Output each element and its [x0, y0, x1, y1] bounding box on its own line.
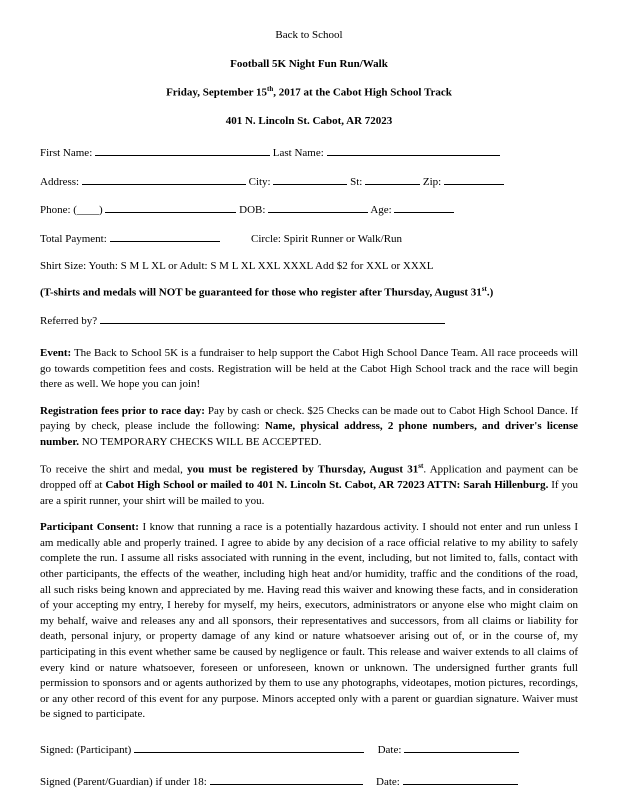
- participant-consent-heading: Participant Consent:: [40, 521, 139, 534]
- shirt-medal-text-1: To receive the shirt and medal,: [40, 463, 188, 476]
- header-line-3-pre: Friday, September 15: [166, 86, 268, 99]
- event-heading: Event:: [40, 347, 72, 360]
- form-header: [40, 28, 578, 130]
- age-label: Age:: [370, 204, 392, 217]
- phone-input[interactable]: [105, 201, 236, 213]
- guardian-signature-label: Signed (Parent/Guardian) if under 18:: [40, 775, 207, 788]
- participant-signature-input[interactable]: [134, 741, 364, 753]
- shirt-medal-dropoff-address: Cabot High School or mailed to 401 N. Lincoln St. Cabot, AR 72023 ATTN: Sarah Hillenburg.: [105, 478, 549, 491]
- shirt-medal-deadline-ordinal: st: [418, 461, 424, 470]
- first-name-label: First Name:: [40, 147, 93, 160]
- shirt-medal-text-2: . Application and payment can be dropped off at: [40, 463, 578, 491]
- shirt-medal-deadline: you must be registered by Thursday, August 31: [187, 463, 419, 476]
- total-payment-label: Total Payment:: [40, 232, 107, 245]
- payment-row: [40, 230, 578, 248]
- circle-run-type-option[interactable]: Circle: Spirit Runner or Walk/Run: [251, 232, 403, 245]
- guarantee-note-pre: (T-shirts and medals will NOT be guaranteed for those who register after Thursday, August 31: [40, 286, 482, 299]
- referred-by-label: Referred by?: [40, 315, 98, 328]
- phone-label: Phone: (____): [40, 204, 103, 217]
- referred-by-row: [40, 312, 578, 330]
- city-input[interactable]: [273, 173, 347, 185]
- participant-date-label: Date:: [377, 744, 402, 757]
- guarantee-note: [40, 285, 578, 301]
- registration-fees-text-2: NO TEMPORARY CHECKS WILL BE ACCEPTED.: [79, 436, 322, 449]
- total-payment-input[interactable]: [110, 230, 220, 242]
- participant-signature-row: [40, 741, 578, 759]
- guardian-signature-row: [40, 773, 578, 791]
- participant-date-input[interactable]: [404, 741, 519, 753]
- header-line-4: 401 N. Lincoln St. Cabot, AR 72023: [225, 115, 393, 128]
- state-label: St:: [350, 175, 363, 188]
- last-name-label: Last Name:: [272, 147, 324, 160]
- state-input[interactable]: [365, 173, 420, 185]
- registration-fees-required-info: Name, physical address, 2 phone numbers, and driver's license number.: [40, 420, 579, 449]
- header-line-3-ordinal: th: [267, 85, 274, 94]
- address-field-row: [40, 173, 578, 191]
- address-input[interactable]: [82, 173, 246, 185]
- guardian-date-label: Date:: [376, 775, 400, 788]
- dob-label: DOB:: [239, 204, 266, 217]
- dob-input[interactable]: [268, 201, 368, 213]
- first-name-input[interactable]: [95, 144, 270, 156]
- guarantee-note-ordinal: st: [481, 285, 487, 294]
- registration-fees-section: [40, 404, 578, 451]
- zip-input[interactable]: [444, 173, 504, 185]
- event-text: The Back to School 5K is a fundraiser to help support the Cabot High School Dance Team. All race proceeds will go towards competition fees and costs. Registration will be held at the Cabot High School track and the race will begin there as well. We hope you can join!: [40, 347, 578, 391]
- header-line-1: Back to School: [275, 29, 343, 41]
- participant-consent-section: [40, 520, 578, 723]
- referred-by-input[interactable]: [100, 312, 445, 324]
- header-line-2: Football 5K Night Fun Run/Walk: [230, 57, 388, 70]
- event-section: [40, 346, 578, 393]
- guardian-date-input[interactable]: [403, 773, 518, 785]
- zip-label: Zip:: [422, 175, 442, 188]
- header-line-3-post: , 2017 at the Cabot High School Track: [273, 86, 452, 99]
- header-line-3: [40, 85, 578, 101]
- participant-consent-text: I know that running a race is a potentially hazardous activity. I should not enter and run unless I am medically able and properly trained. I agree to abide by any decision of a race official relative to my ability to safely complete the run. I assume all risks associated with running in the event, including, but not limited to, falls, contact with other participants, the effects of the weather, including high heat and/or humidity, traffic and the conditions of the road, all such risks being known and appreciated by me. Having read this waiver and knowing these facts, and in consideration of your accepting my entry, I hereby for myself, my heirs, executors, administrators or anyone else who might claim on my behalf, waive and releases any and all sponsors, their representatives and successors, from all claims or liability for death, personal injury, or property damage of any kind or nature whatsoever arising out of, or in the course of, my participating in this event whether same be caused by negligence or fault. This release and waiver extends to all claims of every kind or nature whatsoever, foreseen or unforeseen, known or unknown. The undersigned further grants full permission to sponsors and or agents authorized by them to use any photographs, videotapes, motion pictures, recordings, or any other record of this event for any purpose. Minors accepted only with a parent or guardian signature. Waiver must be signed to participate.: [40, 521, 578, 721]
- registration-fees-heading: Registration fees prior to race day:: [40, 404, 205, 417]
- shirt-medal-text-3: If you are a spirit runner, your shirt will be mailed to you.: [40, 478, 578, 507]
- registration-fees-text-1: Pay by cash or check. $25 Checks can be made out to Cabot High School Dance. If paying by check, please include the following:: [40, 404, 578, 433]
- city-label: City:: [248, 175, 271, 188]
- address-label: Address:: [40, 175, 80, 188]
- name-field-row: [40, 144, 578, 162]
- age-input[interactable]: [394, 201, 454, 213]
- last-name-input[interactable]: [327, 144, 500, 156]
- guardian-signature-input[interactable]: [210, 773, 363, 785]
- phone-dob-age-row: [40, 201, 578, 219]
- shirt-medal-section: [40, 462, 578, 509]
- guarantee-note-post: .): [486, 286, 494, 299]
- participant-signature-label: Signed: (Participant): [40, 744, 132, 757]
- shirt-size-row[interactable]: Shirt Size: Youth: S M L XL or Adult: S M L XL XXL XXXL Add $2 for XXL or XXXL: [40, 259, 434, 272]
